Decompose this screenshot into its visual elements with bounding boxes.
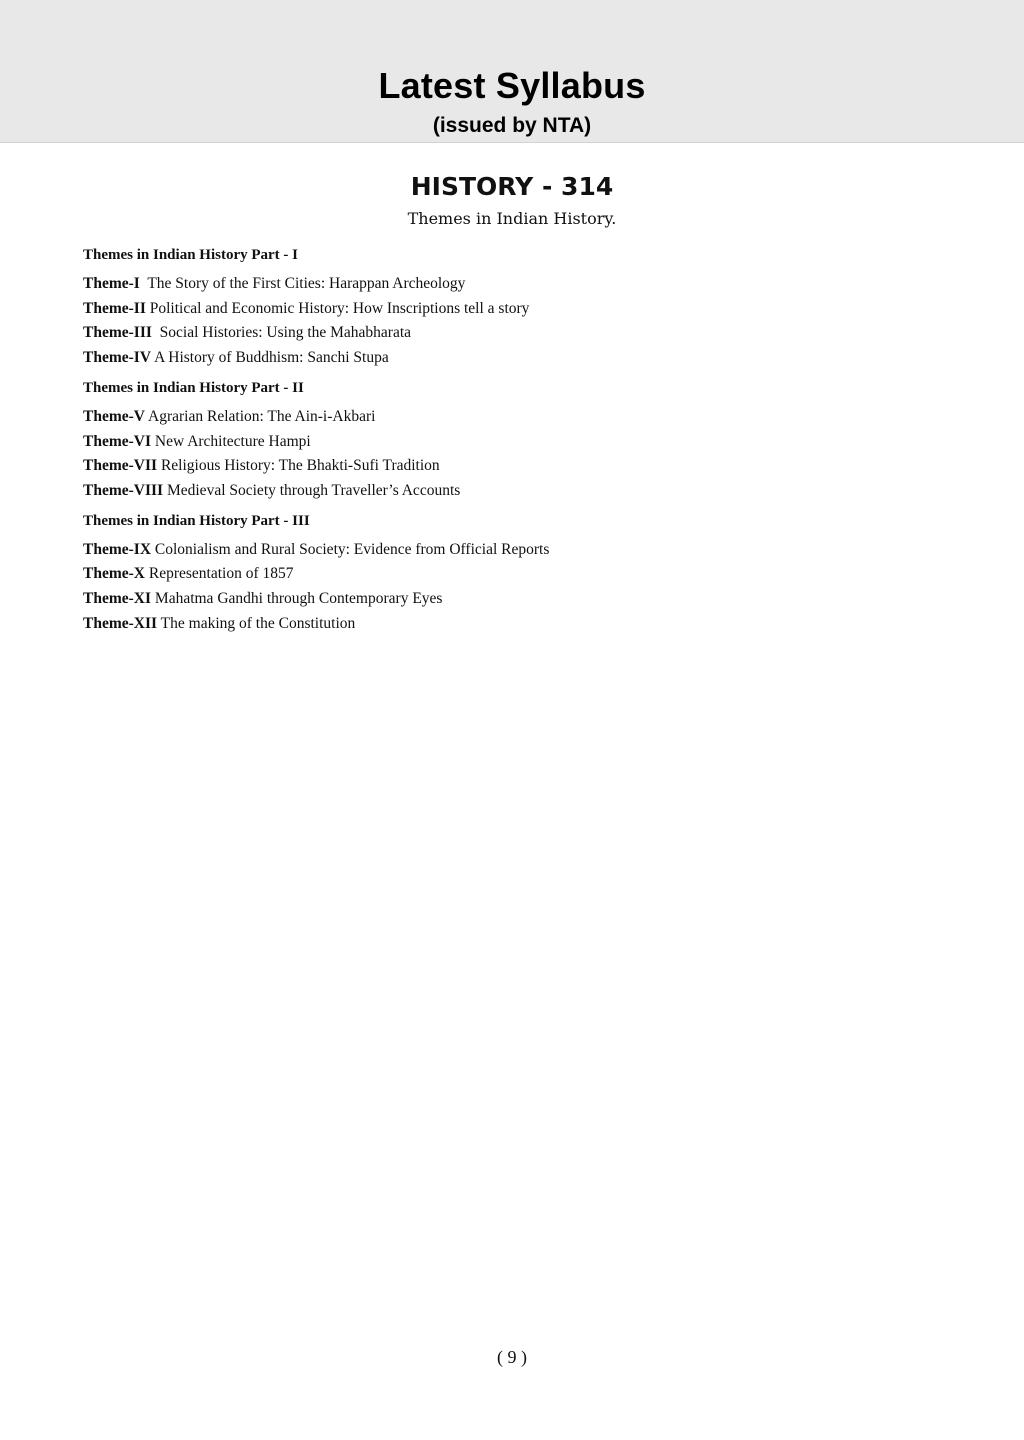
theme-title: Medieval Society through Traveller’s Accounts xyxy=(166,481,461,499)
theme-title: Social Histories: Using the Mahabharata xyxy=(159,324,412,342)
theme-title: Religious History: The Bhakti-Sufi Tradition xyxy=(160,457,440,475)
theme-title: Colonialism and Rural Society: Evidence from Official Reports xyxy=(154,540,550,558)
theme-code: Theme-V xyxy=(83,407,145,425)
theme-code: Theme-II xyxy=(83,299,146,317)
theme-title: Agrarian Relation: The Ain-i-Akbari xyxy=(148,407,376,425)
theme-code: Theme-XI xyxy=(83,590,152,608)
theme-item xyxy=(83,479,963,504)
theme-item xyxy=(83,346,963,371)
syllabus-content xyxy=(83,244,963,642)
theme-item xyxy=(83,587,963,612)
theme-title: New Architecture Hampi xyxy=(154,432,311,450)
part-heading: Themes in Indian History Part - II xyxy=(83,379,304,396)
theme-title: Mahatma Gandhi through Contemporary Eyes xyxy=(154,590,443,608)
syllabus-part-1 xyxy=(83,244,963,371)
theme-item xyxy=(83,612,963,637)
theme-item xyxy=(83,454,963,479)
theme-item xyxy=(83,321,963,346)
theme-title: The Story of the First Cities: Harappan Archeology xyxy=(147,275,466,292)
subject-title: HISTORY - 314 xyxy=(410,172,614,201)
theme-title: Representation of 1857 xyxy=(148,565,294,583)
theme-code: Theme-III xyxy=(83,324,152,342)
subject-subtitle: Themes in Indian History. xyxy=(407,209,617,228)
theme-code: Theme-XII xyxy=(83,614,158,632)
theme-item xyxy=(83,430,963,455)
page-title: Latest Syllabus xyxy=(378,65,646,106)
theme-title: The making of the Constitution xyxy=(160,614,356,632)
theme-code: Theme-IV xyxy=(83,349,152,367)
theme-item xyxy=(83,562,963,587)
theme-item xyxy=(83,297,963,322)
theme-item xyxy=(83,405,963,430)
syllabus-part-3 xyxy=(83,510,963,637)
theme-item xyxy=(83,272,963,297)
theme-title: A History of Buddhism: Sanchi Stupa xyxy=(154,349,389,367)
part-heading: Themes in Indian History Part - III xyxy=(83,512,310,529)
theme-code: Theme-I xyxy=(83,275,140,292)
page-subtitle: (issued by NTA) xyxy=(432,114,592,137)
syllabus-part-2 xyxy=(83,377,963,504)
theme-item xyxy=(83,538,963,563)
theme-title: Political and Economic History: How Inscriptions tell a story xyxy=(149,299,530,317)
theme-code: Theme-X xyxy=(83,565,145,583)
theme-code: Theme-VII xyxy=(83,457,158,475)
part-heading: Themes in Indian History Part - I xyxy=(83,247,299,263)
theme-code: Theme-VIII xyxy=(83,481,164,499)
theme-code: Theme-IX xyxy=(83,540,152,558)
theme-code: Theme-VI xyxy=(83,432,152,450)
page-number: ( 9 ) xyxy=(497,1347,527,1367)
